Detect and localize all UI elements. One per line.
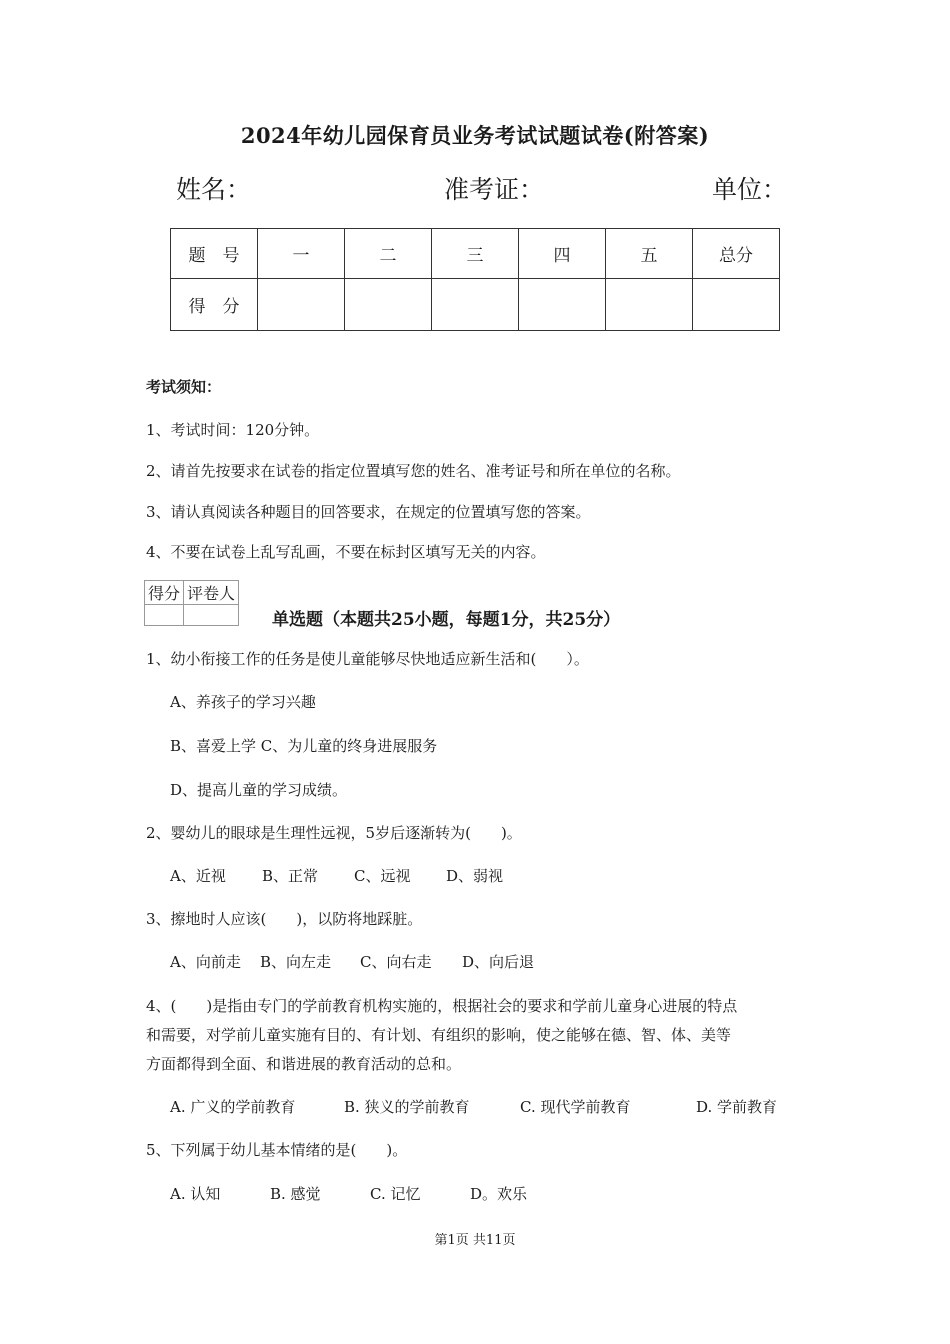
notice-item: 3、请认真阅读各种题目的回答要求，在规定的位置填写您的答案。 xyxy=(146,503,591,521)
question-option: A. 认知 xyxy=(170,1185,221,1203)
notice-heading: 考试须知： xyxy=(146,378,222,396)
score-input-cell[interactable] xyxy=(345,279,432,331)
question-options-row xyxy=(170,1096,777,1117)
score-input-cell[interactable] xyxy=(432,279,519,331)
score-header-cell: 一 xyxy=(258,229,345,279)
question-option: D、提高儿童的学习成绩。 xyxy=(170,781,348,799)
score-input-cell[interactable] xyxy=(519,279,606,331)
grader-score-label: 得分 xyxy=(145,581,184,605)
question-option: B、喜爱上学 C、为儿童的终身进展服务 xyxy=(170,737,438,755)
question-option: D、弱视 xyxy=(446,867,504,885)
page-footer: 第1页 共11页 xyxy=(434,1233,516,1248)
page-title: 2024年幼儿园保育员业务考试试题试卷(附答案) xyxy=(240,123,710,148)
question-option: B. 狭义的学前教育 xyxy=(344,1098,470,1116)
question-option: C、远视 xyxy=(354,867,411,885)
score-row-label: 得 分 xyxy=(171,279,258,331)
question-option: A、养孩子的学习兴趣 xyxy=(170,693,316,711)
score-input-cell[interactable] xyxy=(258,279,345,331)
question-option: D、向后退 xyxy=(462,953,535,971)
question-option: B、向左走 xyxy=(260,953,332,971)
score-header-cell: 题 号 xyxy=(171,229,258,279)
name-field-label: 姓名： xyxy=(176,175,252,204)
score-table xyxy=(170,228,780,331)
question-option: B、正常 xyxy=(262,867,319,885)
question-option: C. 记忆 xyxy=(370,1185,421,1203)
question-stem: 1、幼小衔接工作的任务是使儿童能够尽快地适应新生活和( ）。 xyxy=(146,650,589,668)
question-option: B. 感觉 xyxy=(270,1185,321,1203)
question-stem: 方面都得到全面、和谐进展的教育活动的总和。 xyxy=(146,1055,462,1073)
question-options-row xyxy=(170,1183,527,1204)
question-stem: 3、擦地时人应该( )，以防将地踩脏。 xyxy=(146,910,423,928)
question-option: C. 现代学前教育 xyxy=(520,1098,631,1116)
section-title: 单选题（本题共25小题，每题1分，共25分） xyxy=(272,610,621,630)
score-header-cell: 二 xyxy=(345,229,432,279)
score-header-cell: 五 xyxy=(606,229,693,279)
exam-id-field-label: 准考证： xyxy=(444,175,545,204)
grader-reviewer-label: 评卷人 xyxy=(184,581,239,605)
score-header-cell: 三 xyxy=(432,229,519,279)
question-stem: 2、婴幼儿的眼球是生理性远视，5岁后逐渐转为( )。 xyxy=(146,824,522,842)
question-option: D. 学前教育 xyxy=(696,1098,778,1116)
notice-item: 2、请首先按要求在试卷的指定位置填写您的姓名、准考证号和所在单位的名称。 xyxy=(146,462,681,480)
question-stem: 4、( )是指由专门的学前教育机构实施的，根据社会的要求和学前儿童身心进展的特点 xyxy=(146,997,738,1015)
question-option: A、向前走 xyxy=(170,953,241,971)
unit-field-label: 单位： xyxy=(712,175,788,204)
grader-box xyxy=(144,580,239,626)
grader-score-cell[interactable] xyxy=(145,605,184,626)
score-header-cell: 总分 xyxy=(693,229,780,279)
question-stem: 5、下列属于幼儿基本情绪的是( )。 xyxy=(146,1141,408,1159)
notice-item: 1、考试时间：120分钟。 xyxy=(146,421,320,439)
score-table-score-row xyxy=(171,279,780,331)
question-stem: 和需要，对学前儿童实施有目的、有计划、有组织的影响，使之能够在德、智、体、美等 xyxy=(146,1026,732,1044)
question-option: C、向右走 xyxy=(360,953,432,971)
score-table-header-row xyxy=(171,229,780,279)
question-options-row xyxy=(170,951,534,972)
grader-reviewer-cell[interactable] xyxy=(184,605,239,626)
score-input-cell[interactable] xyxy=(606,279,693,331)
question-option: D。欢乐 xyxy=(470,1185,528,1203)
question-options-row xyxy=(170,865,503,886)
score-input-cell[interactable] xyxy=(693,279,780,331)
question-option: A. 广义的学前教育 xyxy=(170,1098,296,1116)
score-header-cell: 四 xyxy=(519,229,606,279)
notice-item: 4、不要在试卷上乱写乱画，不要在标封区填写无关的内容。 xyxy=(146,543,546,561)
question-option: A、近视 xyxy=(170,867,226,885)
